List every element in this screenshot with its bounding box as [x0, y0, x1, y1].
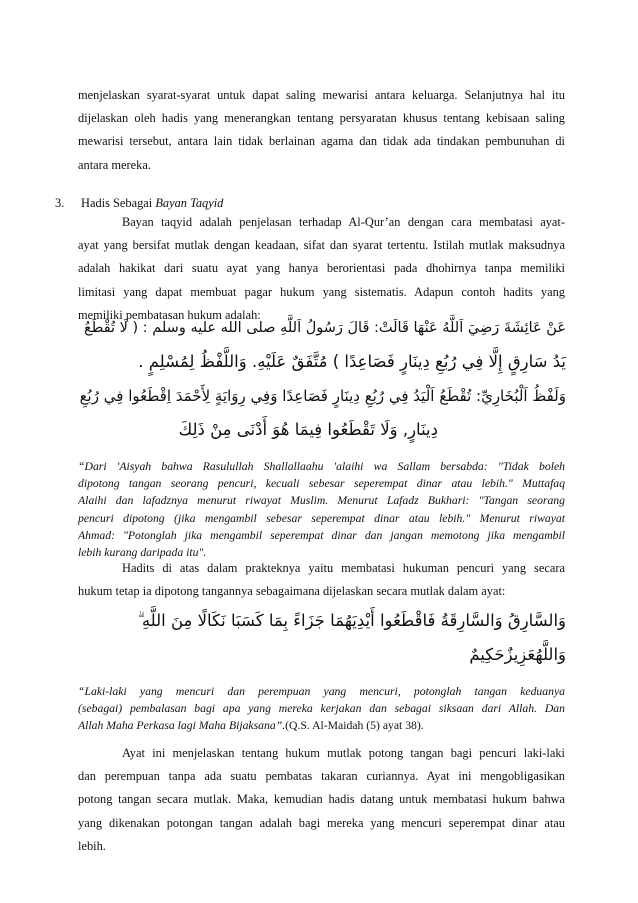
verse-arabic-line: وَاللَّهُعَزِيزٌحَكِيمٌ: [469, 645, 566, 664]
paragraph-taqyid: [78, 211, 565, 327]
text-line: mewarisi tersebut, antara lain tidak berlainan agama dan tidak ada tindakan pembunuhan di: [78, 134, 565, 149]
text-line: adalah hakikat dari suatu ayat yang hanya berorientasi pada dhohirnya tanpa memiliki: [78, 261, 565, 276]
text-line: hukum tetap ia dipotong tangannya sebagaimana dijelaskan secara mutlak dalam ayat:: [78, 584, 506, 599]
paragraph-conclusion: [78, 742, 565, 858]
text-line: Hadits di atas dalam prakteknya yaitu membatasi hukuman pencuri yang secara: [122, 561, 565, 575]
hadith-arabic-line: وَلَفْظُ اَلْبُخَارِيِّ: تُقْطَعُ اَلْيَدُ فِي رُبُعِ دِينَارٍ فَصَاعِدًا وَفِي رِوَايَةٍ لِأَحْمَدَ اِقْطَعُوا فِي رُبُعِ: [79, 387, 566, 405]
text-line: [78, 717, 565, 734]
verse-reference: (Q.S. Al-Maidah (5) ayat 38).: [285, 719, 424, 733]
hadith-arabic-line: دِينَارٍ, وَلَا تَقْطَعُوا فِيمَا هُوَ أَدْنَى مِنْ ذَلِكَ: [178, 420, 438, 439]
text-line: dipotong tangan seorang pencuri, kecuali sebesar seperempat dinar atau lebih." Muttafaq: [78, 477, 565, 491]
text-line: Bayan taqyid adalah penjelasan terhadap Al-Qur’an dengan cara membatasi ayat-: [122, 215, 565, 229]
text-line: dijelaskan oleh hadis yang menerangkan tentang persyaratan khusus tentang kebisaan saling: [78, 111, 565, 126]
paragraph-inheritance: [78, 84, 565, 177]
text-line: memiliki pembatasan hukum adalah:: [78, 307, 261, 322]
verse-translation: [78, 683, 565, 735]
translation-end: Allah Maha Perkasa lagi Maha Bijaksana”.: [78, 719, 286, 733]
text-line: “Dari 'Aisyah bahwa Rasulullah Shallallaahu 'alaihi wa Sallam bersabda: "Tidak boleh: [78, 460, 565, 473]
text-line: dan perempuan tanpa ada suatu pembatas takaran curiannya. Ayat ini mengobligasikan: [78, 769, 565, 784]
text-line: potong tangan secara mutlak. Maka, kemudian hadis datang untuk membatasi hukum bahwa: [78, 792, 565, 807]
text-line: limitasi yang dapat membuat pagar hukum yang sistematis. Adapun contoh hadits yang: [78, 284, 565, 299]
text-line: (sebagai) pembalasan bagi apa yang mereka kerjakan dan sebagai siksaan dari Allah. Dan: [78, 702, 565, 716]
text-line: lebih.: [78, 838, 106, 853]
text-line: pencuri dipotong (jika mengambil sebesar seperempat dinar atau lebih." Menurut riwayat: [78, 511, 565, 525]
section-number: 3.: [55, 196, 65, 210]
text-line: yang dikenakan potongan tangan adalah bagi mereka yang mencuri seperempat dinar atau: [78, 815, 565, 830]
verse-arabic-line: وَالسَّارِقُ وَالسَّارِقَةُ فَاقْطَعُوا أَيْدِيَهُمَا جَزَاءً بِمَا كَسَبَا نَكَالًا مِنَ اللَّهِ ۗ: [137, 611, 566, 630]
text-line: antara mereka.: [78, 157, 151, 172]
text-line: Ayat ini menjelaskan tentang hukum mutlak potong tangan bagi pencuri laki-laki: [122, 746, 565, 760]
text-line: ayat yang bersifat mutlak dengan keadaan, sifat dan syarat tertentu. Istilah mutlak maksudnya: [78, 238, 565, 253]
text-line: “Laki-laki yang mencuri dan perempuan yang mencuri, potonglah tangan keduanya: [78, 685, 565, 698]
hadith-arabic-line: يَدُ سَارِقٍ إِلَّا فِي رُبُعِ دِينَارٍ فَصَاعِدًا ) مُتَّفَقٌ عَلَيْهِ. وَاللَّفْظُ لِمُسْلِمٍ .: [138, 352, 566, 371]
text-line: Ahmad: "Potonglah jika mengambil seperempat dinar dan jangan memotong jika mengambil: [78, 528, 565, 542]
hadith-translation: [78, 458, 565, 561]
text-line: Alaihi dan lafadznya menurut riwayat Muslim. Menurut Lafadz Bukhari: "Tangan seorang: [78, 494, 565, 508]
text-line: menjelaskan syarat-syarat untuk dapat saling mewarisi antara keluarga. Selanjutnya hal itu: [78, 88, 565, 102]
paragraph-practice: [78, 557, 565, 603]
text-line: lebih kurang daripada itu".: [78, 545, 207, 559]
section-title-italic: Bayan Taqyid: [155, 196, 224, 210]
hadith-arabic-line: عَنْ عَائِشَةَ رَضِيَ اَللَّهُ عَنْهَا قَالَتْ: قَالَ رَسُولُ اَللَّهِ صلى الله عليه وسلم : ( لَا تُقْطَعُ: [84, 320, 566, 336]
section-title: Hadis Sebagai: [81, 196, 156, 210]
